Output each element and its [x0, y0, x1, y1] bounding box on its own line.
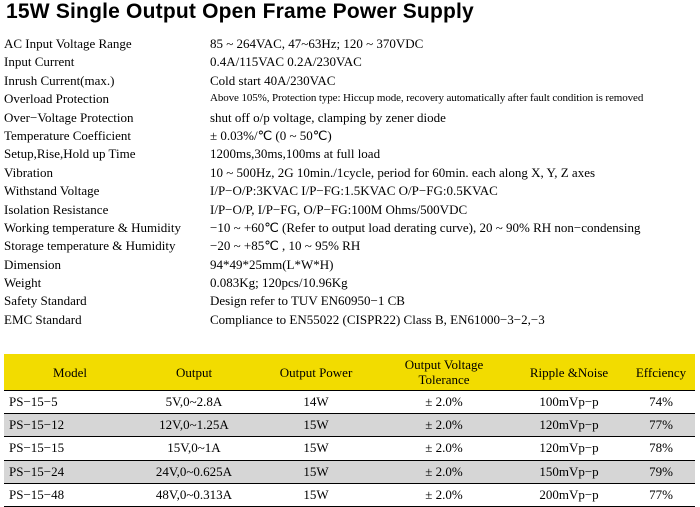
- cell-power: 14W: [255, 391, 377, 414]
- spec-value: 94*49*25mm(L*W*H): [210, 256, 334, 272]
- spec-value: Design refer to TUV EN60950−1 CB: [210, 293, 405, 309]
- table-row: [4, 460, 695, 483]
- cell-model: PS−15−15: [4, 437, 133, 460]
- spec-list: [4, 36, 698, 330]
- spec-value: I/P−O/P:3KVAC I/P−FG:1.5KVAC O/P−FG:0.5KVAC: [210, 183, 498, 199]
- cell-tolerance: ± 2.0%: [377, 437, 511, 460]
- cell-power: 15W: [255, 437, 377, 460]
- table-header-row: [4, 354, 695, 391]
- cell-efficiency: 77%: [627, 414, 695, 437]
- model-table: [4, 354, 695, 507]
- cell-model: PS−15−5: [4, 391, 133, 414]
- spec-row: [4, 275, 698, 293]
- header-ripple: Ripple &Noise: [511, 354, 627, 391]
- spec-row: [4, 293, 698, 311]
- spec-label: Isolation Resistance: [4, 201, 109, 217]
- cell-output: 15V,0~1A: [133, 437, 255, 460]
- cell-ripple: 200mVp−p: [511, 483, 627, 506]
- table-row: [4, 437, 695, 460]
- header-output-power: Output Power: [255, 354, 377, 391]
- spec-label: Dimension: [4, 256, 62, 272]
- cell-efficiency: 79%: [627, 460, 695, 483]
- header-tolerance: [377, 354, 511, 391]
- spec-label: Storage temperature & Humidity: [4, 238, 176, 254]
- cell-power: 15W: [255, 414, 377, 437]
- spec-label: Vibration: [4, 164, 54, 180]
- table-row: [4, 414, 695, 437]
- spec-label: Working temperature & Humidity: [4, 219, 181, 235]
- spec-value: Cold start 40A/230VAC: [210, 72, 336, 88]
- cell-output: 12V,0~1.25A: [133, 414, 255, 437]
- cell-output: 5V,0~2.8A: [133, 391, 255, 414]
- table-row: [4, 391, 695, 414]
- cell-tolerance: ± 2.0%: [377, 483, 511, 506]
- cell-ripple: 100mVp−p: [511, 391, 627, 414]
- spec-label: Setup,Rise,Hold up Time: [4, 146, 136, 162]
- spec-label: Safety Standard: [4, 293, 87, 309]
- spec-row: [4, 183, 698, 201]
- cell-output: 48V,0~0.313A: [133, 483, 255, 506]
- spec-row: [4, 220, 698, 238]
- header-tolerance-line1: Output Voltage: [404, 357, 484, 372]
- cell-output: 24V,0~0.625A: [133, 460, 255, 483]
- spec-value: −10 ~ +60℃ (Refer to output load derating curve), 20 ~ 90% RH non−condensing: [210, 219, 641, 235]
- spec-row: [4, 110, 698, 128]
- cell-efficiency: 74%: [627, 391, 695, 414]
- cell-efficiency: 78%: [627, 437, 695, 460]
- spec-value: 85 ~ 264VAC, 47~63Hz; 120 ~ 370VDC: [210, 36, 424, 51]
- spec-label: Withstand Voltage: [4, 183, 100, 199]
- header-model: Model: [4, 354, 133, 391]
- spec-value: 0.4A/115VAC 0.2A/230VAC: [210, 54, 362, 70]
- spec-row: [4, 73, 698, 91]
- spec-label: Weight: [4, 275, 42, 291]
- cell-power: 15W: [255, 483, 377, 506]
- header-tolerance-line2: Tolerance: [418, 372, 470, 387]
- spec-label: EMC Standard: [4, 311, 82, 327]
- cell-ripple: 150mVp−p: [511, 460, 627, 483]
- spec-value: 1200ms,30ms,100ms at full load: [210, 146, 381, 162]
- spec-row: [4, 128, 698, 146]
- spec-row: [4, 36, 698, 54]
- spec-value: I/P−O/P, I/P−FG, O/P−FG:100M Ohms/500VDC: [210, 201, 468, 217]
- spec-label: Inrush Current(max.): [4, 72, 115, 88]
- spec-row: [4, 146, 698, 164]
- spec-value: shut off o/p voltage, clamping by zener diode: [210, 109, 446, 125]
- cell-ripple: 120mVp−p: [511, 414, 627, 437]
- spec-value: ± 0.03%/℃ (0 ~ 50℃): [210, 127, 332, 143]
- spec-row: [4, 165, 698, 183]
- spec-value: −20 ~ +85℃ , 10 ~ 95% RH: [210, 238, 361, 254]
- cell-tolerance: ± 2.0%: [377, 391, 511, 414]
- cell-power: 15W: [255, 460, 377, 483]
- spec-label: Over−Voltage Protection: [4, 109, 134, 125]
- spec-row: [4, 312, 698, 330]
- spec-label: AC Input Voltage Range: [4, 36, 132, 51]
- spec-label: Input Current: [4, 54, 75, 70]
- cell-tolerance: ± 2.0%: [377, 460, 511, 483]
- spec-row: [4, 238, 698, 256]
- header-efficiency: Effciency: [627, 354, 695, 391]
- cell-efficiency: 77%: [627, 483, 695, 506]
- cell-tolerance: ± 2.0%: [377, 414, 511, 437]
- header-output: Output: [133, 354, 255, 391]
- spec-value: Compliance to EN55022 (CISPR22) Class B, EN61000−3−2,−3: [210, 311, 545, 327]
- spec-label: Temperature Coefficient: [4, 127, 131, 143]
- cell-ripple: 120mVp−p: [511, 437, 627, 460]
- cell-model: PS−15−24: [4, 460, 133, 483]
- spec-label: Overload Protection: [4, 91, 110, 107]
- page-title: 15W Single Output Open Frame Power Supply: [6, 0, 474, 23]
- spec-value: Above 105%, Protection type: Hiccup mode, recovery automatically after fault condition is removed: [210, 92, 644, 105]
- spec-value: 0.083Kg; 120pcs/10.96Kg: [210, 275, 348, 291]
- spec-row: [4, 257, 698, 275]
- spec-row: [4, 91, 698, 109]
- spec-row: [4, 54, 698, 72]
- spec-row: [4, 202, 698, 220]
- cell-model: PS−15−12: [4, 414, 133, 437]
- cell-model: PS−15−48: [4, 483, 133, 506]
- spec-value: 10 ~ 500Hz, 2G 10min./1cycle, period for 60min. each along X, Y, Z axes: [210, 164, 596, 180]
